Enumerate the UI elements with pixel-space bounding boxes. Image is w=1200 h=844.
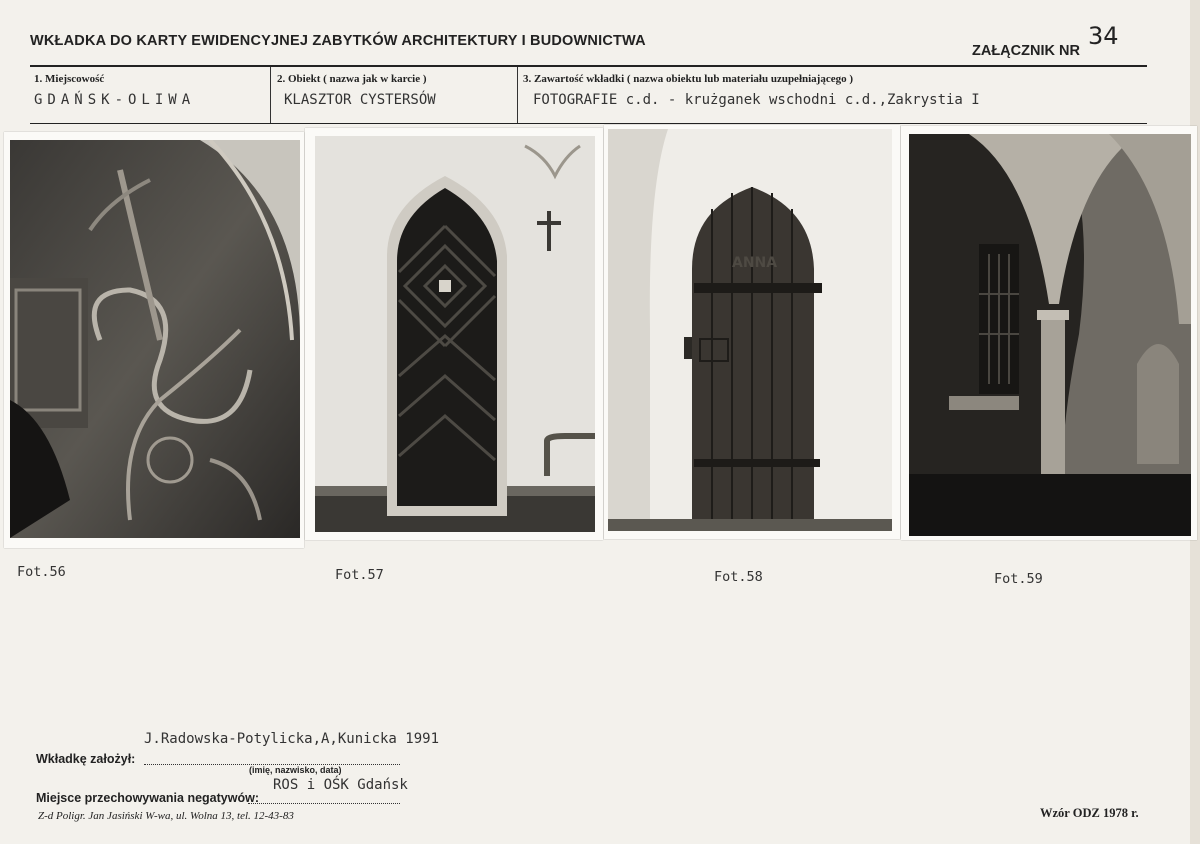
photo-59	[901, 126, 1197, 540]
photo-57-image	[315, 136, 595, 532]
document-title: WKŁADKA DO KARTY EWIDENCYJNEJ ZABYTKÓW ARCHITEKTURY I BUDOWNICTWA	[30, 33, 646, 49]
locality-label: 1. Miejscowość	[34, 73, 105, 85]
contents-value: FOTOGRAFIE c.d. - krużganek wschodni c.d.,Zakrystia I	[533, 92, 980, 108]
founder-label: Wkładkę założył:	[36, 752, 136, 766]
photo-56-image	[10, 140, 300, 538]
storage-label: Miejsce przechowywania negatywów:	[36, 791, 259, 805]
annex-number-block	[972, 22, 1119, 59]
contents-label: 3. Zawartość wkładki ( nazwa obiektu lub materiału uzupełniającego )	[523, 73, 854, 85]
photo-57	[305, 128, 603, 540]
annex-label: ZAŁĄCZNIK NR	[972, 43, 1080, 59]
header-rule-bottom	[30, 123, 1147, 124]
photo-59-caption: Fot.59	[994, 571, 1043, 587]
field-divider	[270, 67, 271, 123]
photo-58-image	[608, 129, 892, 531]
founder-hint: (imię, nazwisko, data)	[249, 765, 342, 775]
founder-value: J.Radowska-Potylicka,A,Kunicka 1991	[144, 731, 440, 747]
field-divider	[517, 67, 518, 123]
photo-58-caption: Fot.58	[714, 569, 763, 585]
photo-58	[604, 125, 900, 539]
photo-59-image	[909, 134, 1191, 536]
annex-number: 34	[1087, 22, 1119, 50]
object-value: KLASZTOR CYSTERSÓW	[284, 92, 436, 108]
storage-line	[248, 803, 400, 804]
printer-imprint: Z-d Poligr. Jan Jasiński W-wa, ul. Wolna 13, tel. 12-43-83	[38, 810, 294, 822]
photo-56-caption: Fot.56	[17, 564, 66, 580]
object-label: 2. Obiekt ( nazwa jak w karcie )	[277, 73, 427, 85]
header-rule-top	[30, 65, 1147, 67]
photo-56	[4, 132, 304, 548]
storage-value: ROS i OŚK Gdańsk	[273, 777, 408, 793]
door-inscription: ANNA	[732, 255, 778, 271]
form-code: Wzór ODZ 1978 r.	[1040, 806, 1139, 820]
photo-57-caption: Fot.57	[335, 567, 384, 583]
locality-value: GDAŃSK-OLIWA	[34, 92, 196, 108]
